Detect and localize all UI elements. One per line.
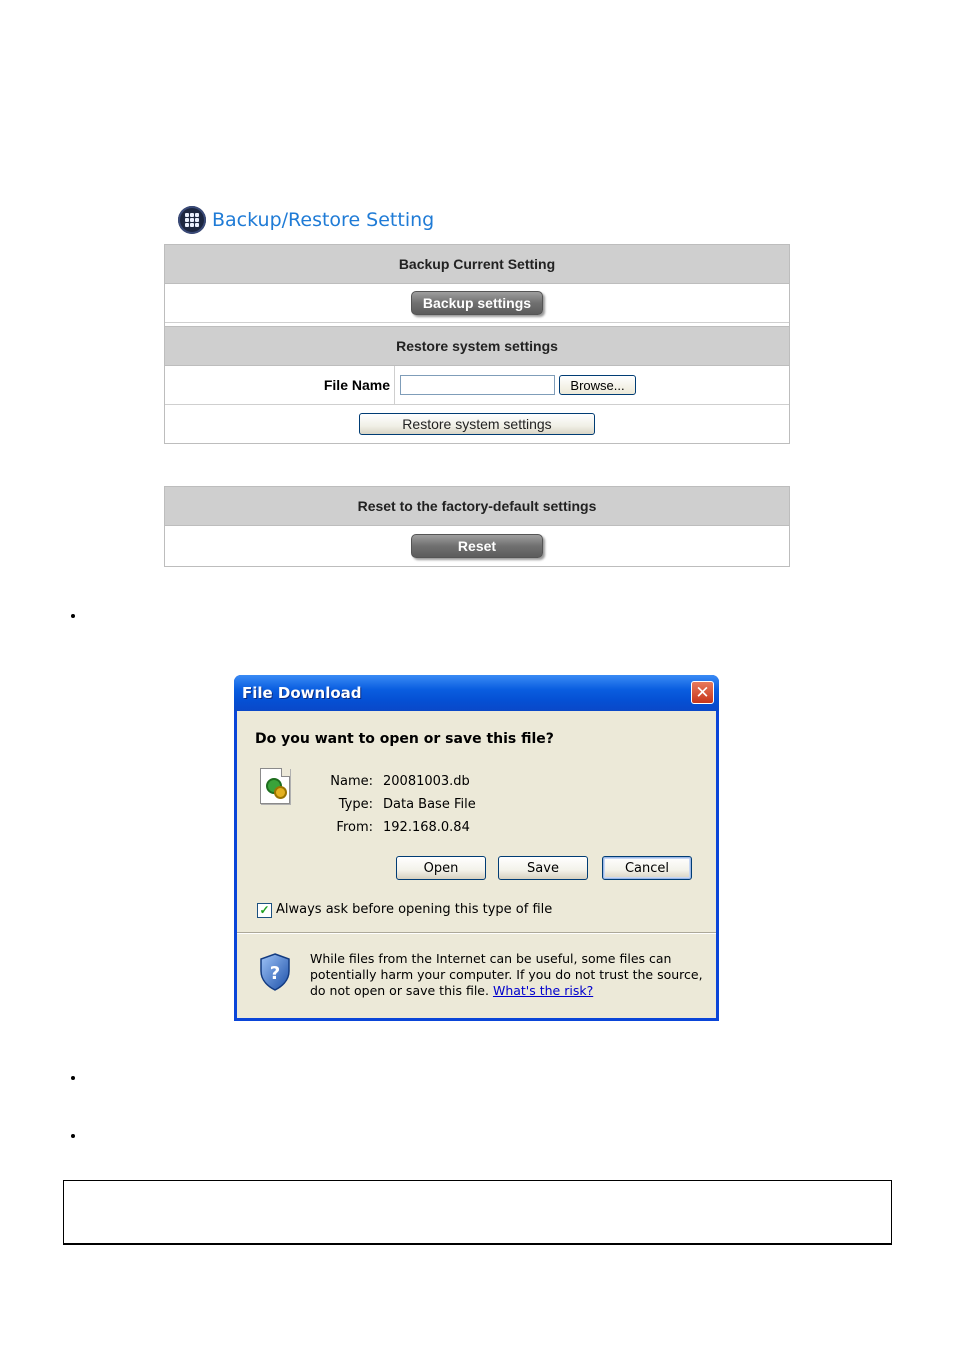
always-ask-checkbox[interactable]: ✓ [257,903,272,918]
dialog-question: Do you want to open or save this file? [255,731,554,747]
backup-restore-table [164,244,790,444]
svg-text:?: ? [269,963,281,984]
dialog-body [237,711,716,1018]
open-button[interactable]: Open [396,856,486,880]
grid-icon [178,206,206,234]
name-value: 20081003.db [383,774,470,789]
shield-icon [259,953,291,991]
file-download-dialog [234,675,719,1021]
dialog-separator [237,932,716,934]
file-name-input[interactable] [400,375,555,395]
file-name-row [165,366,789,405]
whats-the-risk-link[interactable]: What's the risk? [492,983,594,998]
note-box [63,1180,892,1245]
security-warning [310,951,705,999]
restore-header: Restore system settings [165,327,789,366]
name-label: Name: [330,774,373,789]
warning-text: While files from the Internet can be useful, some files can potentially harm your computer. If you do not trust the source, do not open or save this file. [310,951,703,998]
file-info-values [383,770,476,839]
database-file-icon [260,768,290,804]
page-title: Backup/Restore Setting [212,209,435,231]
type-label: Type: [338,797,373,812]
from-label: From: [336,820,373,835]
type-value: Data Base File [383,797,476,812]
file-name-label: File Name [165,366,395,404]
backup-row [165,284,789,323]
browse-button[interactable]: Browse... [559,375,636,395]
bullet-2 [71,1076,75,1080]
restore-row [165,405,789,443]
save-button[interactable]: Save [498,856,588,880]
cancel-button[interactable]: Cancel [602,856,692,880]
restore-system-settings-button[interactable]: Restore system settings [359,413,595,435]
file-info-labels [307,770,373,839]
panel-title-row [178,205,434,235]
bullet-3 [71,1134,75,1138]
dialog-titlebar [234,675,719,711]
close-icon: ✕ [695,683,710,703]
backup-header: Backup Current Setting [165,245,789,284]
close-button[interactable] [691,681,714,704]
bullet-1 [71,614,75,618]
reset-row [165,526,789,566]
file-name-cell [395,366,789,404]
backup-settings-button[interactable]: Backup settings [411,291,543,315]
dialog-title: File Download [242,684,362,702]
reset-button[interactable]: Reset [411,534,543,558]
from-value: 192.168.0.84 [383,820,470,835]
reset-header: Reset to the factory-default settings [165,487,789,526]
reset-table [164,486,790,567]
always-ask-label: Always ask before opening this type of file [276,902,553,917]
